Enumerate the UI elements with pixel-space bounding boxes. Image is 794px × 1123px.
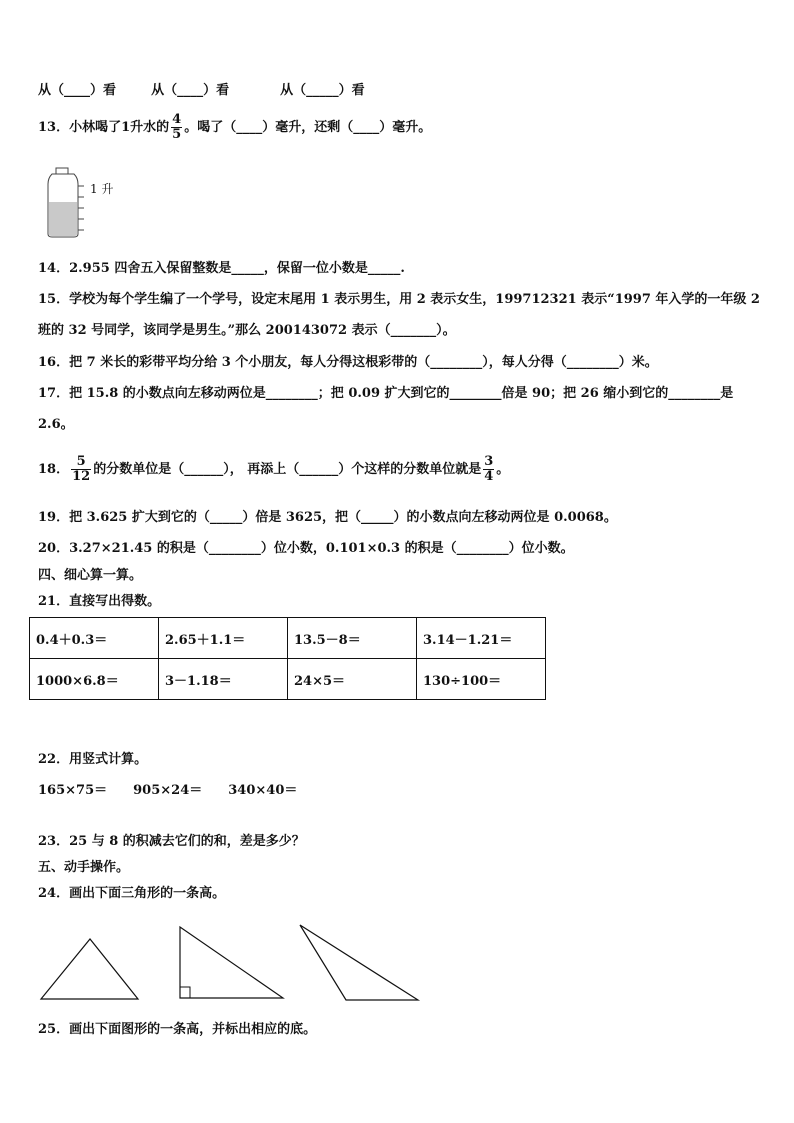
calc-cell: 2.65＋1.1＝	[159, 618, 288, 659]
q18-text-b: 。	[496, 462, 510, 477]
section-5-heading: 五、动手操作。	[38, 860, 130, 875]
frac-numerator: 4	[172, 112, 182, 127]
question-15-line-2: 班的 32 号同学，该同学是男生。”那么 200143072 表示（_______）。	[38, 323, 456, 338]
frac-denominator: 12	[72, 469, 91, 484]
calc-cell: 0.4＋0.3＝	[30, 618, 159, 659]
triangle-right	[180, 927, 283, 998]
question-16: 16．把 7 米长的彩带平均分给 3 个小朋友，每人分得这根彩带的（________），每人分得（________）米。	[38, 355, 658, 370]
question-20: 20．3.27×21.45 的积是（________）位小数，0.101×0.3 的积是（________）位小数。	[38, 541, 574, 556]
question-24: 24．画出下面三角形的一条高。	[38, 886, 226, 901]
frac-denominator: 4	[484, 469, 494, 484]
calc-cell: 24×5＝	[288, 659, 417, 700]
calc-cell: 130÷100＝	[417, 659, 546, 700]
q13-number: 13．	[38, 120, 70, 135]
calc-cell: 3.14－1.21＝	[417, 618, 546, 659]
q18-number: 18．	[38, 462, 70, 477]
question-21: 21．直接写出得数。	[38, 594, 161, 609]
question-23: 23．25 与 8 的积减去它们的和，差是多少？	[38, 834, 305, 849]
section-4-heading: 四、细心算一算。	[38, 568, 143, 583]
question-25: 25．画出下面图形的一条高，并标出相应的底。	[38, 1022, 317, 1037]
vertical-calc-item: 340×40＝	[228, 783, 298, 798]
calc-cell: 13.5－8＝	[288, 618, 417, 659]
bottle-label: 1 升	[90, 182, 114, 196]
right-angle-mark	[180, 987, 190, 998]
vertical-calc-item: 905×24＝	[133, 783, 203, 798]
view-2: 从（____）看	[151, 83, 230, 98]
view-3: 从（_____）看	[280, 83, 365, 98]
q13-text-b: 。喝了（____）毫升，还剩（____）毫升。	[184, 120, 432, 135]
question-22: 22．用竖式计算。	[38, 752, 148, 767]
frac-numerator: 3	[484, 454, 494, 469]
question-14: 14．2.955 四舍五入保留整数是_____，保留一位小数是_____.	[38, 261, 405, 276]
calc-cell: 3－1.18＝	[159, 659, 288, 700]
question-19: 19．把 3.625 扩大到它的（_____）倍是 3625，把（_____）的小数点向左移动两位是 0.0068。	[38, 510, 617, 525]
frac-denominator: 5	[172, 127, 182, 142]
question-17-line-1: 17．把 15.8 的小数点向左移动两位是________；把 0.09 扩大到它的________倍是 90；把 26 缩小到它的________是	[38, 386, 734, 401]
q13-text-a: 小林喝了1升水的	[69, 120, 170, 135]
view-1: 从（____）看	[38, 83, 117, 98]
q18-text-a: 的分数单位是（______）， 再添上（______）个这样的分数单位就是	[93, 462, 482, 477]
question-15-line-1: 15．学校为每个学生编了一个学号，设定末尾用 1 表示男生，用 2 表示女生，199712321 表示“1997 年入学的一年级 2	[38, 292, 760, 307]
triangle-obtuse	[300, 925, 418, 1000]
vertical-calc-item: 165×75＝	[38, 783, 108, 798]
frac-numerator: 5	[71, 455, 91, 470]
question-17-line-2: 2.6。	[38, 417, 74, 432]
triangle-acute	[41, 939, 138, 999]
calc-cell: 1000×6.8＝	[30, 659, 159, 700]
